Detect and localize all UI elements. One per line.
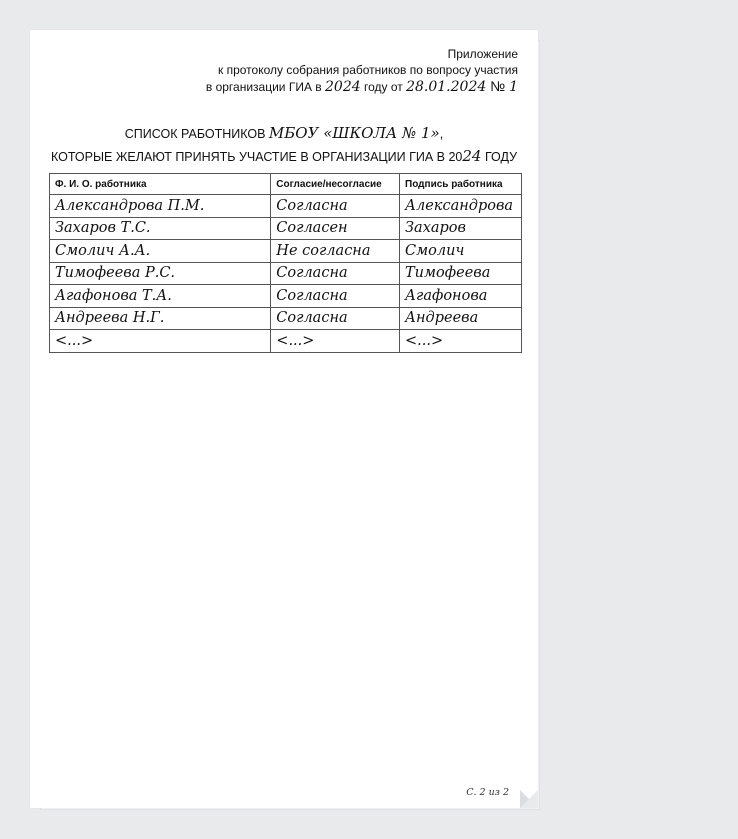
page-number: С. 2 из 2 <box>466 787 509 798</box>
cell-consent: Согласна <box>271 195 400 218</box>
title-line-1-suffix: , <box>439 127 444 141</box>
cell-name: Александрова П.М. <box>50 195 271 218</box>
cell-signature: Александрова <box>400 195 522 218</box>
table-row <box>50 330 522 353</box>
title-line-2-prefix: КОТОРЫЕ ЖЕЛАЮТ ПРИНЯТЬ УЧАСТИЕ В ОРГАНИЗАЦИИ ГИА В 20 <box>50 150 463 164</box>
title-line-2 <box>30 145 538 168</box>
cell-signature: <...> <box>400 330 522 353</box>
appendix-header <box>206 46 518 95</box>
header-name: Ф. И. О. работника <box>50 174 271 195</box>
table-row <box>50 262 522 285</box>
document-title <box>30 122 538 168</box>
employee-table <box>49 173 522 353</box>
cell-name: Андреева Н.Г. <box>50 307 271 330</box>
appendix-year: 2024 <box>325 79 361 95</box>
header-signature: Подпись работника <box>400 174 522 195</box>
table-row <box>50 307 522 330</box>
header-consent: Согласие/несогласие <box>271 174 400 195</box>
appendix-line-3 <box>206 78 518 95</box>
table-row <box>50 195 522 218</box>
school-name: МБОУ «ШКОЛА № 1» <box>268 124 440 142</box>
cell-consent: <...> <box>271 330 400 353</box>
protocol-number: 1 <box>509 79 518 95</box>
protocol-date: 28.01.2024 <box>406 79 487 95</box>
cell-consent: Согласен <box>271 217 400 240</box>
document-page <box>30 30 538 808</box>
table-row <box>50 217 522 240</box>
title-line-2-suffix: ГОДУ <box>481 150 518 164</box>
cell-signature: Агафонова <box>400 285 522 308</box>
appendix-line-2: к протоколу собрания работников по вопросу участия <box>218 63 518 77</box>
table-row <box>50 240 522 263</box>
cell-name: Смолич А.А. <box>50 240 271 263</box>
cell-signature: Смолич <box>400 240 522 263</box>
cell-consent: Не согласна <box>271 240 400 263</box>
appendix-line-3-mid: году от <box>360 80 407 94</box>
number-sign: № <box>486 78 510 94</box>
cell-signature: Тимофеева <box>400 262 522 285</box>
appendix-line-1: Приложение <box>447 47 518 61</box>
cell-consent: Согласна <box>271 262 400 285</box>
cell-name: <...> <box>50 330 271 353</box>
title-year: 24 <box>462 147 482 165</box>
table-row <box>50 285 522 308</box>
cell-name: Захаров Т.С. <box>50 217 271 240</box>
appendix-line-3-prefix: в организации ГИА в <box>205 80 326 94</box>
cell-name: Тимофеева Р.С. <box>50 262 271 285</box>
title-line-1 <box>30 122 538 145</box>
cell-consent: Согласна <box>271 307 400 330</box>
cell-consent: Согласна <box>271 285 400 308</box>
cell-signature: Захаров <box>400 217 522 240</box>
page-corner-cut <box>520 790 538 808</box>
table-header-row <box>50 174 522 195</box>
cell-signature: Андреева <box>400 307 522 330</box>
cell-name: Агафонова Т.А. <box>50 285 271 308</box>
title-line-1-prefix: СПИСОК РАБОТНИКОВ <box>124 127 269 141</box>
